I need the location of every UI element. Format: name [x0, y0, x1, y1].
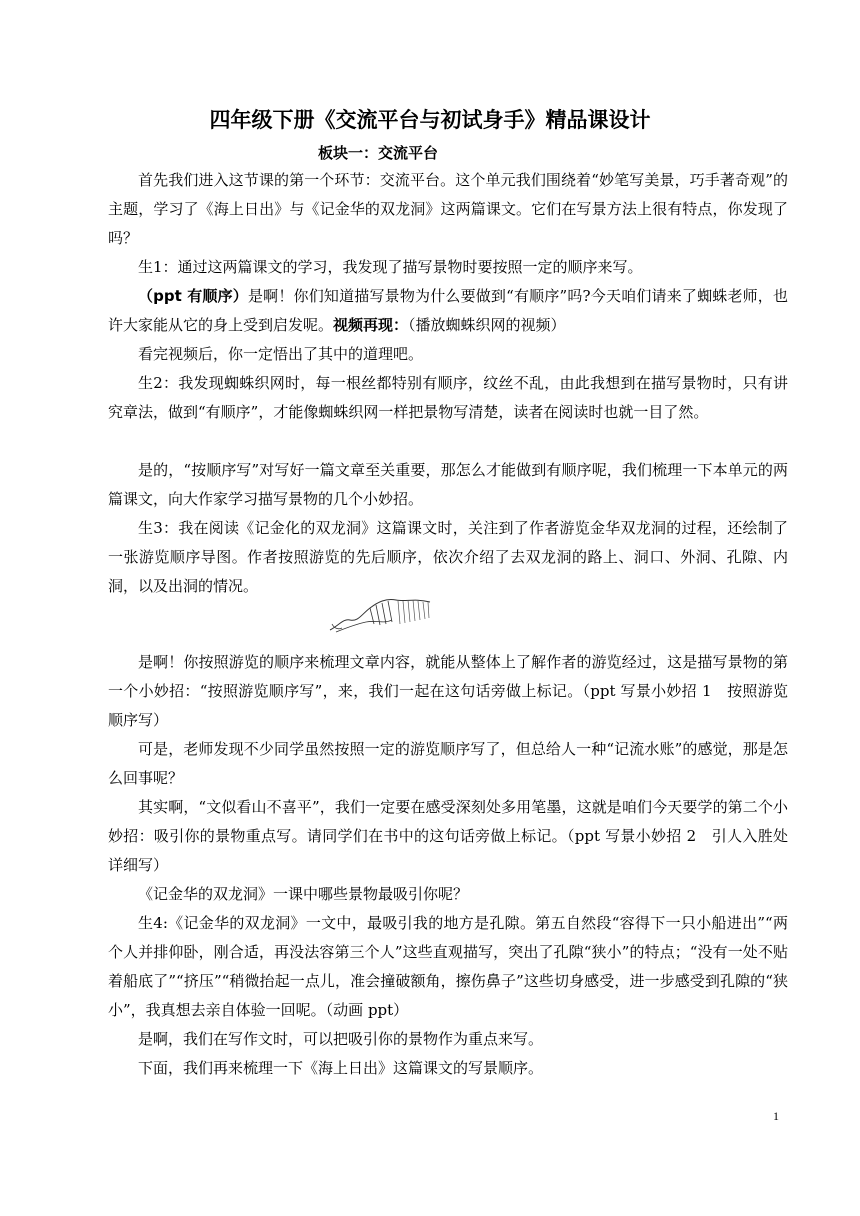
cave-route-sketch [326, 594, 438, 634]
paragraph-3-text: 是啊！你们知道描写景物为什么要做到“有顺序”吗?今天咱们请来了蜘蛛老师，也许大家能从它的身上受到启发呢。 [108, 287, 788, 334]
paragraph-12: 生4:《记金华的双龙洞》一文中，最吸引我的地方是孔隙。第五自然段“容得下一只小船进出”“两个人并排仰卧，刚合适，再没法容第三个人”这些直观描写，突出了孔隙“狭小”的特点；“没有一处不贴着船底了”“挤压”“稍微抬起一点儿，准会撞破额角，擦伤鼻子”这些切身感受，进一步感受到孔隙的“狭小”，我真想去亲自体验一回呢。（动画 ppt） [108, 914, 788, 1019]
paragraph-7: 生3：我在阅读《记金化的双龙洞》这篇课文时，关注到了作者游览金华双龙洞的过程，还绘制了一张游览顺序导图。作者按照游览的先后顺序，依次介绍了去双龙洞的路上、洞口、外洞、孔隙、内洞，以及出洞的情况。 [108, 519, 788, 595]
section-heading: 板块一：交流平台 [318, 144, 439, 162]
paragraph-5: 生2：我发现蜘蛛织网时，每一根丝都特别有顺序，纹丝不乱，由此我想到在描写景物时，只有讲究章法，做到“有顺序”，才能像蜘蛛织网一样把景物写清楚，读者在阅读时也就一目了然。 [108, 374, 788, 421]
paragraph-8: 是啊！你按照游览的顺序来梳理文章内容，就能从整体上了解作者的游览经过，这是描写景物的第一个小妙招：“按照游览顺序写”，来，我们一起在这句话旁做上标记。（ppt 写景小妙招 1 按照游览顺序写） [108, 653, 788, 729]
paragraph-10: 其实啊，“文似看山不喜平”，我们一定要在感受深刻处多用笔墨，这就是咱们今天要学的第二个小妙招：吸引你的景物重点写。请同学们在书中的这句话旁做上标记。（ppt 写景小妙招 2 引人入胜处详细写） [108, 798, 788, 874]
paragraph-4: 看完视频后，你一定悟出了其中的道理吧。 [138, 345, 424, 363]
paragraph-11: 《记金华的双龙洞》一课中哪些景物最吸引你呢？ [138, 885, 469, 903]
paragraph-6: 是的，“按顺序写”对写好一篇文章至关重要，那怎么才能做到有顺序呢，我们梳理一下本单元的两篇课文，向大作家学习描写景物的几个小妙招。 [108, 461, 788, 508]
paragraph-3 [108, 282, 788, 340]
video-note: （播放蜘蛛织网的视频） [408, 316, 566, 334]
paragraph-2: 生1：通过这两篇课文的学习，我发现了描写景物时要按照一定的顺序来写。 [138, 258, 643, 276]
document-title: 四年级下册《交流平台与初试身手》精品课设计 [209, 108, 651, 132]
paragraph-14: 下面，我们再来梳理一下《海上日出》这篇课文的写景顺序。 [138, 1059, 544, 1077]
paragraph-13: 是啊，我们在写作文时，可以把吸引你的景物作为重点来写。 [138, 1030, 544, 1048]
video-label: 视频再现： [333, 316, 409, 334]
paragraph-9: 可是，老师发现不少同学虽然按照一定的游览顺序写了，但总给人一种“记流水账”的感觉，那是怎么回事呢？ [108, 740, 788, 787]
page-number: 1 [773, 1109, 779, 1123]
ppt-order-label: （ppt 有顺序） [138, 287, 248, 305]
paragraph-1: 首先我们进入这节课的第一个环节：交流平台。这个单元我们围绕着“妙笔写美景，巧手著奇观”的主题，学习了《海上日出》与《记金华的双龙洞》这两篇课文。它们在写景方法上很有特点，你发现了吗？ [108, 171, 788, 247]
